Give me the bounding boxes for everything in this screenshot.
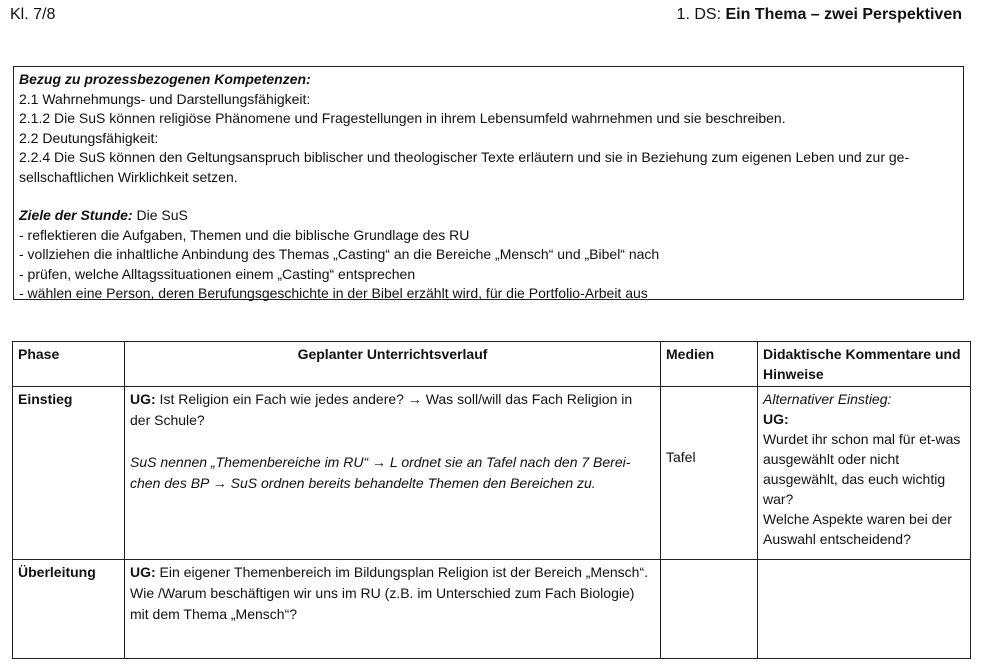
table-row — [13, 387, 971, 560]
header-phase: Phase — [13, 342, 125, 387]
goal-item: - wählen eine Person, deren Berufungsgeschichte in der Bibel erzählt wird, für die Portfolio-Arbeit aus — [19, 285, 648, 301]
lesson-topic: Ein Thema – zwei Perspektiven — [725, 6, 962, 23]
header-comments: Didaktische Kommentare und Hinweise — [758, 342, 971, 387]
ug-label: UG: — [130, 564, 156, 580]
competency-line: sellschaftlichen Wirklichkeit setzen. — [19, 168, 238, 185]
class-level: Kl. 7/8 — [10, 6, 56, 23]
competency-line: 2.2 Deutungsfähigkeit: — [19, 129, 159, 146]
goal-item: - vollziehen die inhaltliche Anbindung des Themas „Casting“ an die Bereiche „Mensch“ und „Bibel“ nach — [19, 246, 660, 262]
activity-text: SuS nennen „Themenbereiche im RU“ → L ordnet sie an Tafel nach den 7 Berei-chen des BP → SuS ordnen bereits behandelte Themen den Bereichen zu. — [130, 454, 631, 491]
media-cell — [661, 560, 758, 659]
phase-cell: Einstieg — [13, 387, 125, 560]
phase-cell: Überleitung — [13, 560, 125, 659]
competencies-heading: Bezug zu prozessbezogenen Kompetenzen: — [19, 71, 311, 87]
comment-line: Wurdet ihr schon mal für et-was ausgewählt oder nicht ausgewählt, das euch wichtig war? — [763, 431, 961, 507]
goal-item: - reflektieren die Aufgaben, Themen und die biblische Grundlage des RU — [19, 226, 470, 243]
goal-item: - prüfen, welche Alltagssituationen einem „Casting“ entsprechen — [19, 265, 416, 282]
goals-intro: Die SuS — [132, 207, 188, 223]
plan-cell — [125, 560, 661, 659]
lesson-title — [677, 6, 962, 24]
media-cell — [661, 387, 758, 560]
header-media: Medien — [661, 342, 758, 387]
competency-line: 2.1.2 Die SuS können religiöse Phänomene und Fragestellungen in ihrem Lebensumfeld wahrnehmen und sie beschreiben. — [19, 110, 786, 126]
comment-alt: Alternativer Einstieg: — [763, 391, 892, 407]
media-text: Tafel — [666, 449, 696, 465]
lesson-plan-table — [12, 341, 971, 659]
goals-heading-line — [19, 206, 958, 226]
comment-cell — [758, 387, 971, 560]
ug-question — [130, 389, 655, 431]
lesson-number: 1. DS: — [676, 6, 726, 23]
competency-line: 2.1 Wahrnehmungs- und Darstellungsfähigkeit: — [19, 90, 311, 107]
competency-line: 2.2.4 Die SuS können den Geltungsanspruch biblischer und theologischer Texte erläutern und sie in Beziehung zum eigenen Leben und zur ge- — [19, 149, 910, 165]
ug-label: UG: — [130, 391, 156, 407]
comment-line: Welche Aspekte waren bei der Auswahl entscheidend? — [763, 511, 952, 547]
plan-cell — [125, 387, 661, 560]
table-header-row — [13, 342, 971, 387]
header-plan: Geplanter Unterrichtsverlauf — [125, 342, 661, 387]
ug-question — [130, 562, 655, 625]
comment-ug: UG: — [763, 411, 789, 427]
competencies-box — [13, 66, 964, 300]
comment-cell — [758, 560, 971, 659]
ug-text: Ist Religion ein Fach wie jedes andere? → Was soll/will das Fach Religion in der Schule? — [130, 391, 633, 428]
goals-heading: Ziele der Stunde: — [19, 207, 133, 223]
ug-text: Ein eigener Themenbereich im Bildungsplan Religion ist der Bereich „Mensch“. Wie /Warum beschäftigen wir uns im RU (z.B. im Unterschied zum Fach Biologie) mit dem Thema „Mensch“? — [130, 564, 648, 622]
table-row — [13, 560, 971, 659]
